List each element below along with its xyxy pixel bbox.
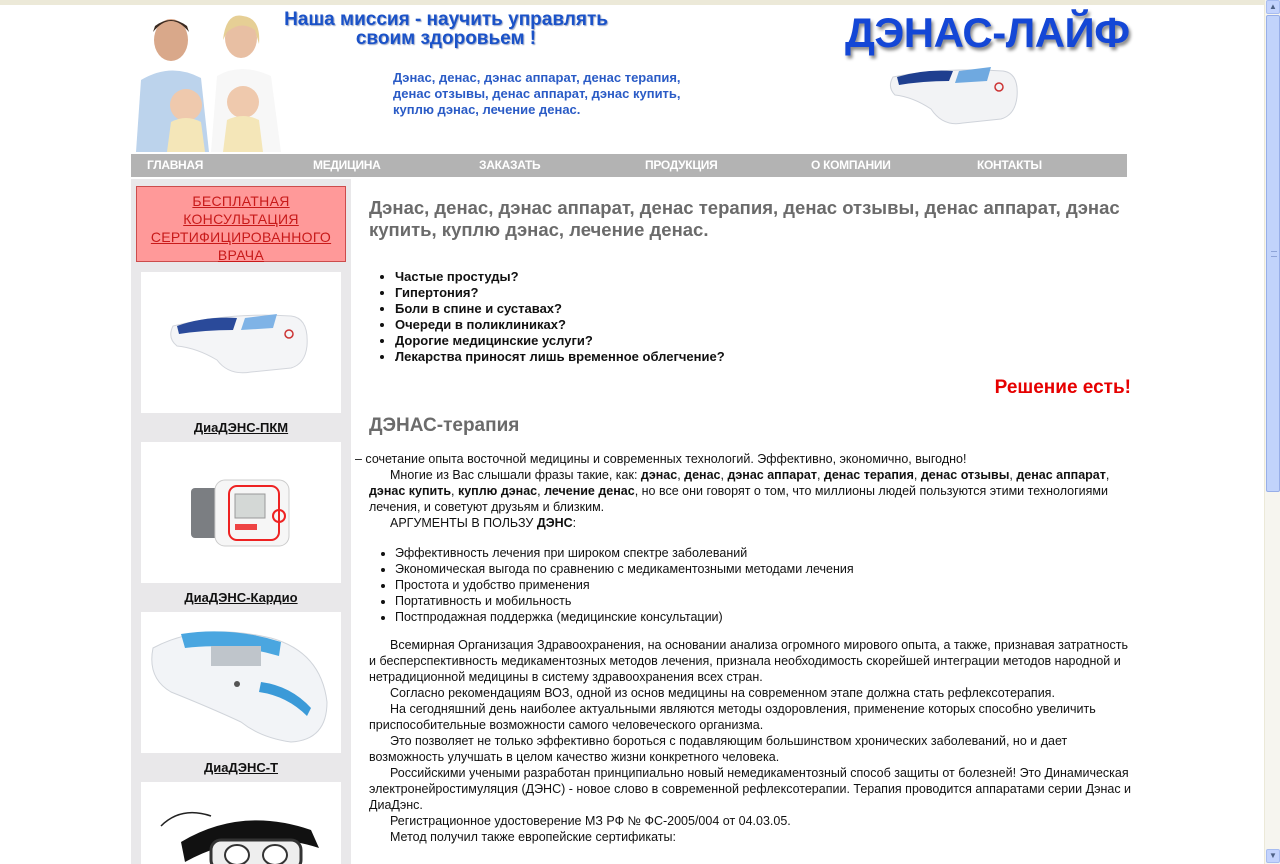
scroll-up-button[interactable]: ▲ — [1266, 0, 1280, 14]
solution-banner: Решение есть! — [994, 377, 1131, 398]
free-consultation-link[interactable]: БЕСПЛАТНАЯ КОНСУЛЬТАЦИЯ СЕРТИФИЦИРОВАННОГО ВРАЧА — [150, 193, 332, 263]
list-item: • Простота и удобство применения — [395, 577, 1135, 593]
arguments-heading: АРГУМЕНТЫ В ПОЛЬЗУ ДЭНС: — [390, 516, 577, 530]
scroll-thumb[interactable] — [1266, 15, 1280, 492]
product-image[interactable] — [141, 612, 341, 753]
main-nav — [131, 154, 1127, 177]
list-item: • Очереди в поликлиниках? — [395, 317, 725, 333]
product-link[interactable]: ДиаДЭНС-ПКМ — [193, 420, 289, 435]
list-item: • Эффективность лечения при широком спектре заболеваний — [395, 545, 1135, 561]
sidebar — [131, 179, 351, 864]
site-header — [131, 5, 1130, 152]
nav-order[interactable]: ЗАКАЗАТЬ — [479, 158, 541, 172]
product-card — [141, 782, 341, 864]
paragraph: Регистрационное удостоверение МЗ РФ № ФС-2005/004 от 04.03.05. — [390, 814, 791, 828]
section-title: ДЭНАС-терапия — [369, 415, 520, 436]
nav-contacts[interactable]: КОНТАКТЫ — [977, 158, 1042, 172]
list-item: • Экономическая выгода по сравнению с медикаментозными методами лечения — [395, 561, 1135, 577]
page-title: Дэнас, денас, дэнас аппарат, денас терапия, денас отзывы, денас аппарат, дэнас купить, куплю дэнас, лечение денас. — [369, 197, 1120, 240]
nav-medicine[interactable]: МЕДИЦИНА — [313, 158, 381, 172]
paragraph: Всемирная Организация Здравоохранения, на основании анализа огромного мирового опыта, а также, признавая затратность и бесперспективность медикаментозных методов лечения, признала необходимость скорейшей интеграции методов народной и нетрадиционной медицины в систему здравоохранения всех стран. — [369, 638, 1128, 684]
product-link[interactable]: ДиаДЭНС-Кардио — [184, 590, 298, 605]
paragraph: Это позволяет не только эффективно бороться с подавляющим большинством хронических заболеваний, но и дает возможность улучшать в целом качество жизни конкретного человека. — [369, 734, 1068, 764]
list-item: • Боли в спине и суставах? — [395, 301, 725, 317]
paragraph: Согласно рекомендациям ВОЗ, одной из основ медицины на современном этапе должна стать рефлексотерапия. — [390, 686, 1055, 700]
list-item: • Частые простуды? — [395, 269, 725, 285]
list-item: • Постпродажная поддержка (медицинские консультации) — [395, 609, 1135, 625]
vertical-scrollbar[interactable] — [1264, 0, 1280, 864]
product-link[interactable]: ДиаДЭНС-Т — [203, 760, 279, 775]
free-consultation-box[interactable] — [136, 186, 346, 262]
product-card — [141, 442, 341, 612]
paragraph: На сегодняшний день наиболее актуальными являются методы оздоровления, применение которых способно увеличить приспособительные возможности самого человеческого организма. — [369, 702, 1096, 732]
paragraph: Метод получил также европейские сертификаты: — [390, 830, 676, 844]
product-image[interactable] — [141, 442, 341, 583]
nav-about[interactable]: О КОМПАНИИ — [811, 158, 891, 172]
questions-list — [395, 269, 725, 365]
paragraph: Российскими учеными разработан принципиально новый немедикаментозный способ защиты от болезней! Это Динамическая электронейростимуляция (ДЭНС) - новое слово в современной рефлексотерапии. Терапия проводится аппаратами серии Дэнас и ДиаДэнс. — [369, 766, 1132, 812]
site-logo[interactable]: ДЭНАС-ЛАЙФ — [845, 9, 1130, 56]
grip-icon — [1271, 251, 1277, 257]
mission-slogan: Наша миссия - научить управлять своим здоровьем ! — [284, 9, 608, 49]
list-item: • Лекарства приносят лишь временное облегчение? — [395, 349, 725, 365]
product-image[interactable] — [141, 782, 341, 864]
page — [0, 5, 1264, 864]
arguments-list — [395, 545, 1135, 625]
nav-home[interactable]: ГЛАВНАЯ — [147, 158, 204, 172]
list-item: • Гипертония? — [395, 285, 725, 301]
intro-text: – сочетание опыта восточной медицины и современных технологий. Эффективно, экономично, выгодно! — [355, 452, 967, 466]
product-card — [141, 272, 341, 442]
nav-products[interactable]: ПРОДУКЦИЯ — [645, 158, 718, 172]
scroll-down-button[interactable]: ▼ — [1266, 849, 1280, 863]
denas-device-image — [883, 57, 1023, 129]
list-item: • Дорогие медицинские услуги? — [395, 333, 725, 349]
article-body — [355, 451, 1135, 845]
product-card — [141, 612, 341, 782]
list-item: • Портативность и мобильность — [395, 593, 1135, 609]
keywords-paragraph: Многие из Вас слышали фразы такие, как: дэнас, денас, дэнас аппарат, денас терапия, денас отзывы, денас аппарат, дэнас купить, куплю дэнас, лечение денас, но все они говорят о том, что миллионы людей пользуются этими технологиями лечения, и советуют друзьям и близким. — [369, 468, 1110, 514]
header-keywords: Дэнас, денас, дэнас аппарат, денас терапия, денас отзывы, денас аппарат, дэнас купить, куплю дэнас, лечение денас. — [393, 70, 681, 117]
product-image[interactable] — [141, 272, 341, 413]
